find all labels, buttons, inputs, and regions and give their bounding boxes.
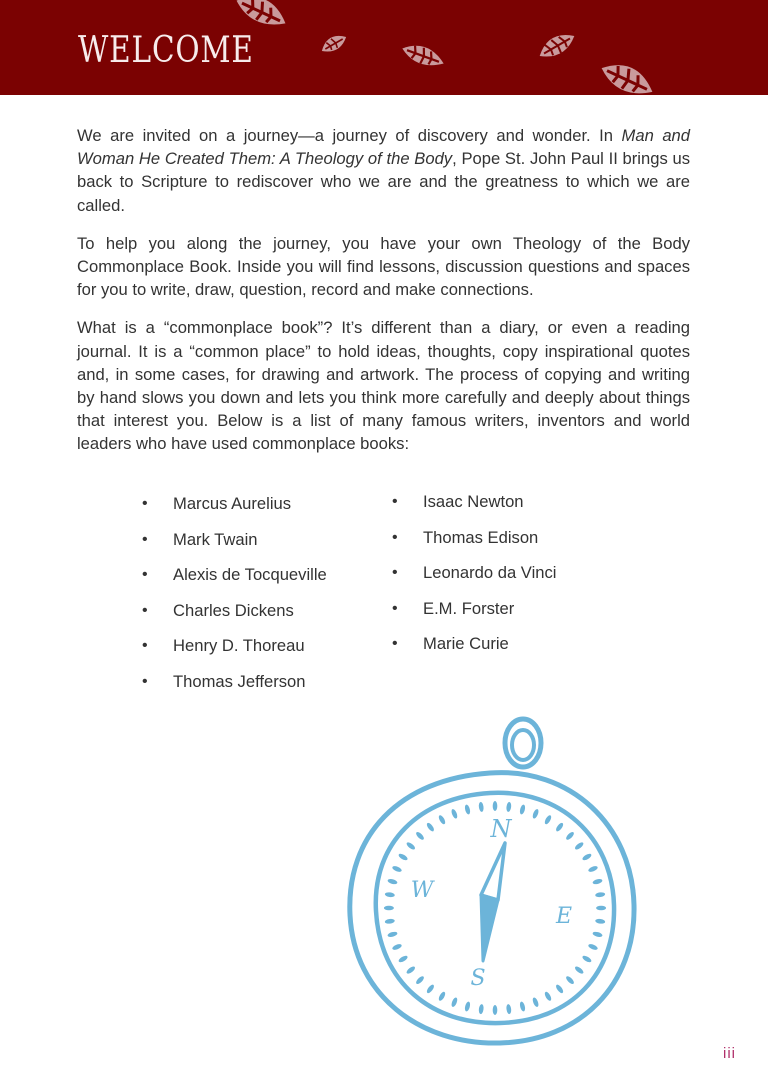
compass-tick <box>506 1004 512 1015</box>
compass-tick <box>385 918 396 924</box>
compass-tick <box>392 865 403 873</box>
page-number: iii <box>723 1045 736 1062</box>
book-title: Man and Woman He Created Them: A Theology of the Body <box>77 126 691 169</box>
list-item-text: Henry D. Thoreau <box>173 636 305 656</box>
compass-needle-north <box>481 843 505 900</box>
compass-icon <box>340 705 640 1050</box>
bullet-icon: • <box>392 493 398 510</box>
bullet-icon: • <box>392 635 398 653</box>
compass-tick <box>555 984 565 995</box>
compass-tick <box>478 1004 484 1015</box>
compass-tick <box>464 804 471 815</box>
compass-tick <box>384 906 394 911</box>
compass-tick <box>415 831 425 841</box>
compass-tick <box>588 943 599 951</box>
list-item-text: Marcus Aurelius <box>173 494 292 513</box>
compass-tick <box>506 802 512 813</box>
compass-tick <box>532 808 540 819</box>
bullet-icon: • <box>142 566 148 584</box>
compass-north-label: N <box>490 815 512 843</box>
compass-tick <box>519 1001 526 1012</box>
paragraph-text: , Pope St. John Paul II brings us back to Scripture to rediscover who we are and the greatness to which we are called. <box>77 149 691 215</box>
list-item-text: Marie Curie <box>423 634 509 654</box>
compass-tick <box>450 997 458 1008</box>
compass-tick <box>565 831 575 841</box>
leaf-icon <box>398 40 448 72</box>
compass-tick <box>581 853 592 862</box>
list-item-text: Charles Dickens <box>173 600 294 620</box>
compass-tick <box>405 841 416 851</box>
compass-tick <box>544 991 553 1002</box>
journey-paragraph: To help you along the journey, you have your own Theology of the Body Commonplace Book. Inside you will find lessons, discussion questions and spaces for you to write, draw, question, record and make connections. <box>77 233 690 300</box>
leaf-icon <box>318 32 350 56</box>
bullet-icon: • <box>142 530 148 548</box>
compass-tick <box>426 984 436 995</box>
compass-tick <box>532 997 540 1008</box>
compass-tick <box>565 975 575 985</box>
header-banner <box>0 0 768 95</box>
compass-tick <box>588 865 599 873</box>
compass-tick <box>450 808 458 819</box>
compass-tick <box>493 1005 498 1015</box>
list-item-text: E.M. Forster <box>423 598 515 618</box>
compass-tick <box>595 892 606 898</box>
compass-tick <box>592 931 603 938</box>
compass-west-label: W <box>410 878 434 903</box>
commonplace-paragraph: What is a “commonplace book”? It’s different than a diary, or even a reading journal. It is a “common place” to hold ideas, thoughts, copy inspirational quotes and, in some cases, for drawing and artwork. The process of copying and writing by hand slows you down and lets you think more carefully and deeply about things that interest you. Below is a list of many famous writers, inventors and world leaders who have used commonplace books: <box>77 318 690 454</box>
compass-tick <box>574 841 585 851</box>
compass-tick <box>398 853 409 862</box>
bullet-icon: • <box>392 564 398 582</box>
compass-south-label: S <box>470 966 486 991</box>
compass-tick <box>581 955 592 964</box>
compass-needle-south <box>481 895 498 961</box>
list-item-text: Thomas Jefferson <box>173 671 306 691</box>
bullet-icon: • <box>142 637 148 655</box>
compass-tick <box>398 955 409 964</box>
list-item-text: Thomas Edison <box>423 527 539 547</box>
compass-tick <box>574 965 585 975</box>
leaf-icon <box>535 30 579 62</box>
compass-tick <box>415 975 425 985</box>
leaf-icon <box>596 58 658 95</box>
compass-tick <box>519 804 526 815</box>
compass-east-label: E <box>555 904 573 929</box>
compass-tick <box>478 802 484 813</box>
bullet-icon: • <box>142 601 148 619</box>
compass-tick <box>392 943 403 951</box>
intro-paragraph <box>77 124 690 217</box>
compass-tick <box>493 801 498 811</box>
compass-tick <box>438 991 447 1002</box>
compass-tick <box>544 814 553 825</box>
paragraph-text: We are invited on a journey—a journey of discovery and wonder. In <box>77 126 622 145</box>
body-text <box>77 124 690 471</box>
list-item-text: Mark Twain <box>173 529 258 549</box>
list-item-text: Alexis de Tocqueville <box>173 565 327 585</box>
bullet-icon: • <box>142 672 148 690</box>
compass-tick <box>387 931 398 938</box>
list-item-text: Leonardo da Vinci <box>423 563 557 583</box>
compass-tick <box>426 822 436 833</box>
bullet-icon: • <box>142 495 148 512</box>
bullet-icon: • <box>392 599 398 617</box>
page-title: WELCOME <box>78 30 254 71</box>
compass-tick <box>405 965 416 975</box>
compass-tick <box>596 906 606 911</box>
compass-tick <box>464 1001 471 1012</box>
compass-tick <box>555 822 565 833</box>
compass-tick <box>438 814 447 825</box>
compass-tick <box>595 918 606 924</box>
compass-tick <box>592 878 603 885</box>
list-item-text: Isaac Newton <box>423 492 524 511</box>
leaf-icon <box>230 0 292 32</box>
compass-tick <box>385 892 396 898</box>
bullet-icon: • <box>392 528 398 546</box>
compass-tick <box>387 878 398 885</box>
